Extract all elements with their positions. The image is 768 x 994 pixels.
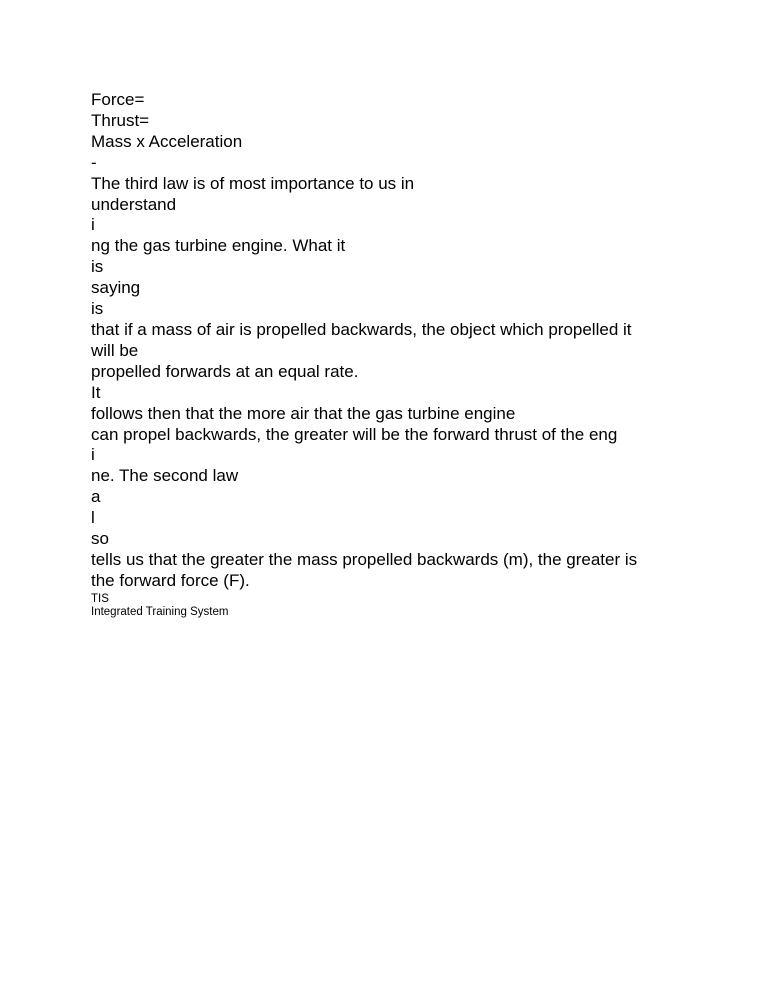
text-line: follows then that the more air that the gas turbine engine — [91, 403, 516, 423]
text-line: a — [91, 487, 101, 507]
text-line: It — [91, 382, 101, 402]
text-line: can propel backwards, the greater will be the forward thrust of the eng — [91, 424, 618, 444]
text-line: understand — [91, 194, 177, 214]
formula-mass-acceleration: Mass x Acceleration — [91, 131, 243, 151]
text-line: is — [91, 257, 104, 277]
text-line: that if a mass of air is propelled backwards, the object which propelled it — [91, 319, 632, 339]
text-line: the forward force (F). — [91, 570, 250, 590]
text-line: propelled forwards at an equal rate. — [91, 361, 359, 381]
text-line: will be — [91, 340, 139, 360]
text-line: i — [91, 445, 95, 465]
text-line: - — [91, 152, 97, 172]
text-line: tells us that the greater the mass propelled backwards (m), the greater is — [91, 549, 638, 569]
text-line: ne. The second law — [91, 466, 239, 486]
footer-org-name: Integrated Training System — [91, 606, 229, 619]
page-footer — [91, 593, 691, 620]
text-line: saying — [91, 278, 141, 298]
formula-force: Force= — [91, 90, 145, 109]
text-line: i — [91, 215, 95, 235]
text-line: so — [91, 529, 109, 549]
text-line: ng the gas turbine engine. What it — [91, 236, 346, 256]
footer-org-short: TIS — [91, 592, 109, 605]
text-line: The third law is of most importance to us in — [91, 173, 415, 193]
text-line: l — [91, 508, 95, 528]
body-text — [91, 90, 691, 620]
formula-thrust: Thrust= — [91, 110, 150, 130]
text-line: is — [91, 299, 104, 319]
